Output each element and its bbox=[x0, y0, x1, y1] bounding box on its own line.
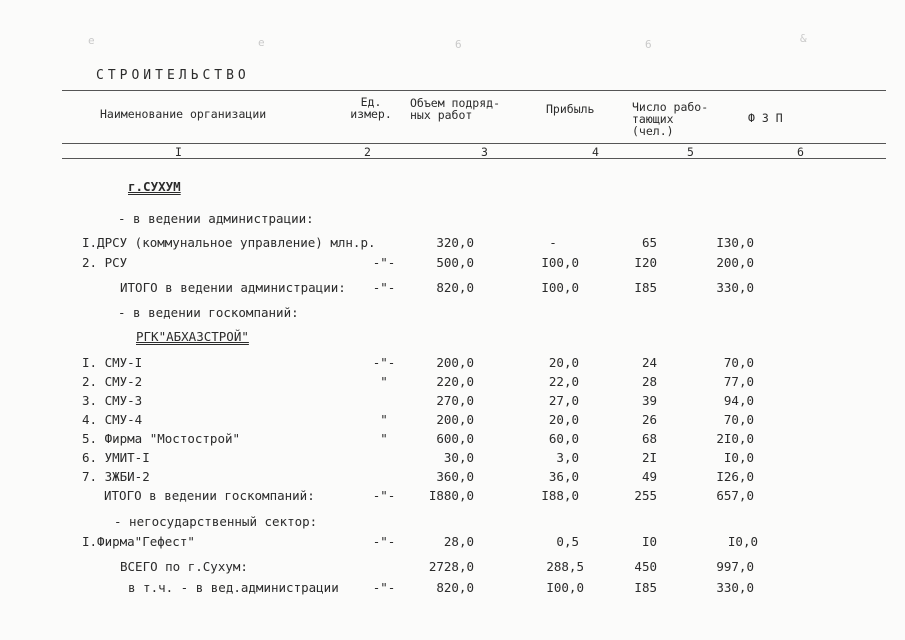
row-name: 2. СМУ-2 bbox=[82, 374, 143, 389]
total-name: ИТОГО в ведении администрации: bbox=[120, 280, 346, 295]
row-fzp: I0,0 bbox=[723, 450, 754, 465]
row-volume: 30,0 bbox=[443, 450, 474, 465]
row-fzp: 2I0,0 bbox=[716, 431, 754, 446]
header-volume: Объем подряд- ных работ bbox=[410, 96, 501, 122]
row-unit: -"- bbox=[372, 534, 396, 549]
col-number: 2 bbox=[364, 145, 371, 159]
total-workers: I85 bbox=[634, 280, 657, 295]
page-mark: e bbox=[88, 34, 95, 47]
row-profit: 22,0 bbox=[548, 374, 579, 389]
row-fzp: 200,0 bbox=[716, 255, 754, 270]
section-private: - негосударственный сектор: bbox=[114, 514, 318, 529]
total-profit: 288,5 bbox=[546, 559, 584, 574]
header-fzp: Ф З П bbox=[748, 111, 783, 125]
row-workers: 68 bbox=[641, 431, 657, 446]
section-gov: - в ведении госкомпаний: bbox=[118, 305, 299, 320]
page-mark: & bbox=[800, 32, 807, 45]
row-volume: 320,0 bbox=[436, 235, 474, 250]
total-unit: -"- bbox=[372, 488, 396, 503]
total-profit: I88,0 bbox=[541, 488, 579, 503]
row-workers: I0 bbox=[641, 534, 657, 549]
row-profit: - bbox=[549, 235, 557, 250]
row-volume: 200,0 bbox=[436, 412, 474, 427]
row-unit: " bbox=[380, 431, 388, 446]
row-profit: 36,0 bbox=[548, 469, 579, 484]
total-name: ВСЕГО по г.Сухум: bbox=[120, 559, 248, 574]
col-number: 3 bbox=[481, 145, 488, 159]
page-mark: 6 bbox=[455, 38, 462, 51]
row-workers: 65 bbox=[641, 235, 657, 250]
col-number: 4 bbox=[592, 145, 599, 159]
total-name: ИТОГО в ведении госкомпаний: bbox=[104, 488, 315, 503]
total-workers: 450 bbox=[634, 559, 657, 574]
row-workers: 49 bbox=[641, 469, 657, 484]
city-heading: г.СУХУМ bbox=[128, 179, 181, 194]
row-fzp: 94,0 bbox=[723, 393, 754, 408]
header-unit: Ед. измер. bbox=[350, 95, 392, 121]
row-workers: 24 bbox=[641, 355, 657, 370]
row-workers: 26 bbox=[641, 412, 657, 427]
row-fzp: I26,0 bbox=[716, 469, 754, 484]
row-name: 7. ЗЖБИ-2 bbox=[82, 469, 150, 484]
row-workers: 2I bbox=[641, 450, 657, 465]
row-volume: 200,0 bbox=[436, 355, 474, 370]
row-unit: -"- bbox=[372, 255, 396, 270]
header-workers: Число рабо- тающих (чел.) bbox=[632, 100, 709, 138]
total-volume: 820,0 bbox=[436, 580, 474, 595]
row-name: 2. РСУ bbox=[82, 255, 128, 270]
row-fzp: I30,0 bbox=[716, 235, 754, 250]
row-profit: 60,0 bbox=[548, 431, 579, 446]
total-workers: 255 bbox=[634, 488, 657, 503]
row-profit: 3,0 bbox=[556, 450, 579, 465]
header-name: Наименование организации bbox=[100, 107, 267, 121]
total-workers: I85 bbox=[634, 580, 657, 595]
row-workers: I20 bbox=[634, 255, 657, 270]
col-number: I bbox=[175, 145, 182, 159]
row-unit: -"- bbox=[372, 355, 396, 370]
row-volume: 600,0 bbox=[436, 431, 474, 446]
row-profit: 20,0 bbox=[548, 412, 579, 427]
total-name: в т.ч. - в вед.администрации bbox=[128, 580, 339, 595]
page-mark: e bbox=[258, 36, 265, 49]
row-unit: " bbox=[380, 374, 388, 389]
total-fzp: 330,0 bbox=[716, 580, 754, 595]
row-volume: 360,0 bbox=[436, 469, 474, 484]
row-name: 3. СМУ-3 bbox=[82, 393, 143, 408]
row-profit: 0,5 bbox=[556, 534, 579, 549]
row-profit: 27,0 bbox=[548, 393, 579, 408]
row-fzp: I0,0 bbox=[727, 534, 758, 549]
page-mark: 6 bbox=[645, 38, 652, 51]
total-fzp: 997,0 bbox=[716, 559, 754, 574]
col-number: 6 bbox=[797, 145, 804, 159]
row-profit: I00,0 bbox=[541, 255, 579, 270]
section-admin: - в ведении администрации: bbox=[118, 211, 314, 226]
row-volume: 220,0 bbox=[436, 374, 474, 389]
row-workers: 39 bbox=[641, 393, 657, 408]
row-name: I. СМУ-I bbox=[82, 355, 143, 370]
row-fzp: 70,0 bbox=[723, 355, 754, 370]
row-fzp: 77,0 bbox=[723, 374, 754, 389]
row-name: 6. УМИТ-I bbox=[82, 450, 150, 465]
row-unit: " bbox=[380, 412, 388, 427]
row-name: I.ДРСУ (коммунальное управление) млн.р. bbox=[82, 235, 376, 250]
row-volume: 270,0 bbox=[436, 393, 474, 408]
total-profit: I00,0 bbox=[541, 280, 579, 295]
total-volume: 820,0 bbox=[436, 280, 474, 295]
row-name: 5. Фирма "Мостострой" bbox=[82, 431, 241, 446]
row-fzp: 70,0 bbox=[723, 412, 754, 427]
header-bottom-rule bbox=[62, 158, 886, 159]
row-profit: 20,0 bbox=[548, 355, 579, 370]
total-unit: -"- bbox=[372, 280, 396, 295]
total-unit: -"- bbox=[372, 580, 396, 595]
total-profit: I00,0 bbox=[546, 580, 584, 595]
header-profit: Прибыль bbox=[546, 102, 595, 116]
row-volume: 28,0 bbox=[443, 534, 474, 549]
document-title: СТРОИТЕЛЬСТВО bbox=[96, 68, 250, 83]
row-name: 4. СМУ-4 bbox=[82, 412, 143, 427]
company-heading: РГК"АБХАЗСТРОЙ" bbox=[136, 329, 249, 344]
header-mid-rule bbox=[62, 143, 886, 144]
header-top-rule bbox=[62, 90, 886, 91]
col-number: 5 bbox=[687, 145, 694, 159]
row-volume: 500,0 bbox=[436, 255, 474, 270]
total-fzp: 330,0 bbox=[716, 280, 754, 295]
total-volume: 2728,0 bbox=[428, 559, 474, 574]
row-name: I.Фирма"Гефест" bbox=[82, 534, 195, 549]
row-workers: 28 bbox=[641, 374, 657, 389]
total-volume: I880,0 bbox=[428, 488, 474, 503]
total-fzp: 657,0 bbox=[716, 488, 754, 503]
